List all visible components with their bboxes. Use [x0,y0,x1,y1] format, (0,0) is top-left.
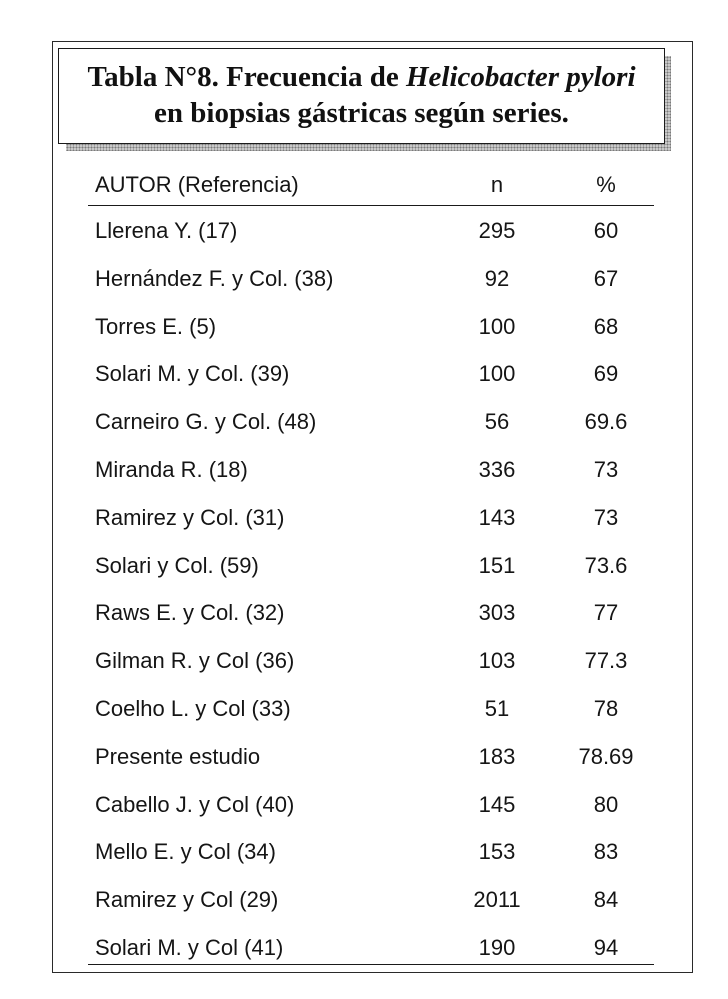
row-percent: 77.3 [584,648,628,674]
row-author: Miranda R. (18) [95,456,248,482]
row-author: Carneiro G. y Col. (48) [95,409,317,435]
row-n: 100 [478,313,516,339]
row-n: 336 [478,456,516,482]
table-row [95,788,655,836]
header-percent: % [596,172,616,197]
row-author: Gilman R. y Col (36) [95,648,295,674]
row-n: 56 [484,409,510,435]
row-percent: 73 [593,456,619,482]
row-percent: 78.69 [578,743,634,769]
row-percent: 78 [593,695,619,721]
row-n: 100 [478,361,516,387]
table-row [95,644,655,692]
table-row [95,835,655,883]
table-body [95,214,655,960]
row-n: 51 [484,695,510,721]
row-n: 183 [478,743,516,769]
bottom-rule [88,964,654,965]
table-row [95,214,655,262]
row-n: 153 [478,839,516,865]
table-row [95,931,655,979]
title-prefix: Tabla N°8. Frecuencia de [87,61,406,93]
row-percent: 83 [593,839,619,865]
row-author: Cabello J. y Col (40) [95,791,295,817]
table-row [95,453,655,501]
row-percent: 73 [593,504,619,530]
table-row [95,883,655,931]
title-line-2: en biopsias gástricas según series. [154,97,569,129]
row-author: Presente estudio [95,743,261,769]
row-n: 103 [478,648,516,674]
row-n: 151 [478,552,516,578]
row-percent: 94 [593,934,619,960]
row-percent: 68 [593,313,619,339]
row-author: Ramirez y Col (29) [95,887,279,913]
row-author: Solari y Col. (59) [95,552,259,578]
table-row [95,549,655,597]
table-row [95,262,655,310]
row-author: Mello E. y Col (34) [95,839,276,865]
table-row [95,501,655,549]
header-n: n [490,172,504,197]
row-n: 145 [478,791,516,817]
row-n: 2011 [473,887,521,913]
table-row [95,405,655,453]
row-author: Hernández F. y Col. (38) [95,265,334,291]
row-percent: 73.6 [584,552,628,578]
table-row [95,357,655,405]
row-percent: 80 [593,791,619,817]
table-row [95,740,655,788]
row-author: Llerena Y. (17) [95,218,238,243]
row-percent: 69.6 [584,409,628,435]
header-author: AUTOR (Referencia) [95,172,299,197]
table-row [95,310,655,358]
row-n: 303 [478,600,516,626]
row-author: Ramirez y Col. (31) [95,504,285,530]
table-title [58,48,665,144]
title-organism: Helicobacter pylori [406,61,636,93]
row-n: 190 [478,934,516,960]
row-percent: 84 [593,887,619,913]
row-n: 92 [484,265,510,291]
title-line-1 [59,59,664,95]
row-percent: 77 [593,600,619,626]
row-n: 295 [478,218,516,243]
row-percent: 69 [593,361,619,387]
row-percent: 67 [593,265,619,291]
row-author: Solari M. y Col (41) [95,934,284,960]
table-row [95,692,655,740]
row-author: Torres E. (5) [95,313,217,339]
row-author: Solari M. y Col. (39) [95,361,290,387]
row-author: Raws E. y Col. (32) [95,600,285,626]
table-header [95,170,655,200]
row-author: Coelho L. y Col (33) [95,695,291,721]
row-percent: 60 [593,218,619,243]
row-n: 143 [478,504,516,530]
table-row [95,596,655,644]
header-rule [88,205,654,206]
